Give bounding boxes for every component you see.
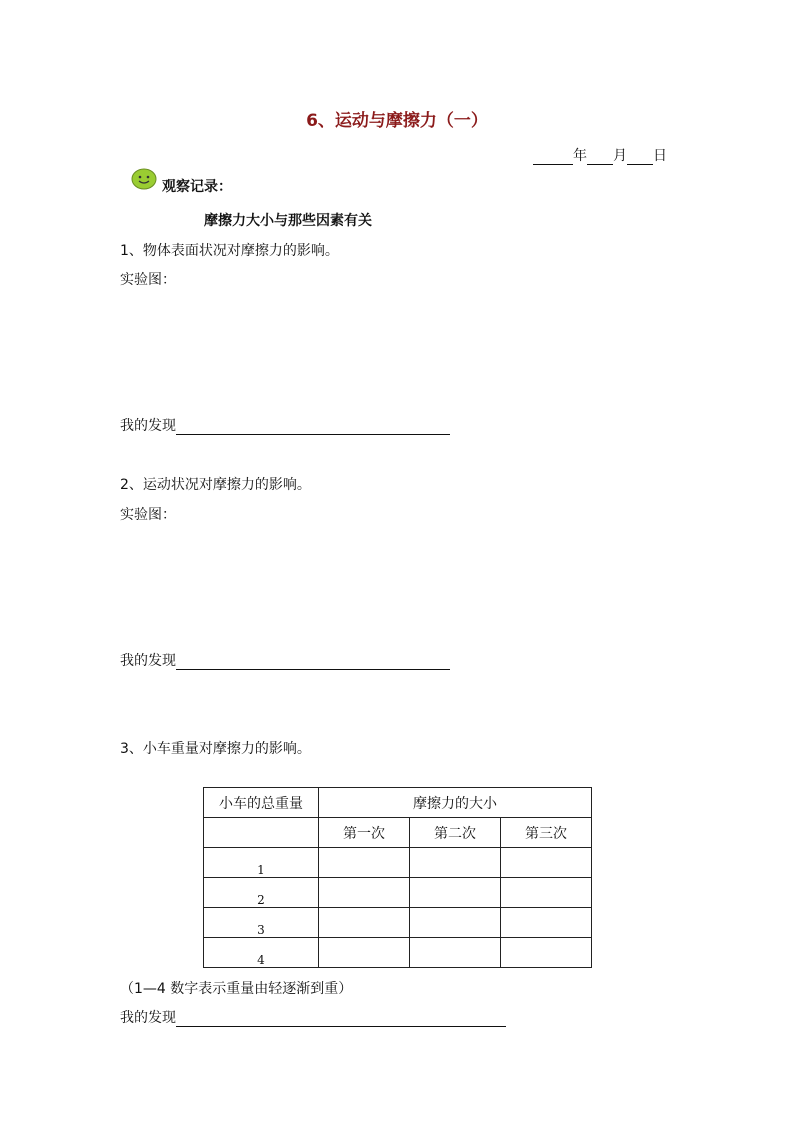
friction-cell[interactable] [410, 908, 501, 938]
year-blank[interactable] [533, 148, 573, 165]
month-label: 月 [613, 148, 627, 164]
page-title: 6、运动与摩擦力（一） [306, 111, 488, 131]
day-label: 日 [653, 148, 667, 164]
section2-finding-label: 我的发现 [120, 653, 176, 669]
col-friction-header: 摩擦力的大小 [319, 788, 592, 818]
section3-finding-label: 我的发现 [120, 1010, 176, 1026]
day-blank[interactable] [627, 148, 653, 165]
friction-cell[interactable] [410, 848, 501, 878]
section2-heading: 2、运动状况对摩擦力的影响。 [120, 477, 311, 493]
observation-label: 观察记录： [162, 179, 232, 195]
section1-heading: 1、物体表面状况对摩擦力的影响。 [120, 243, 339, 259]
weight-cell: 3 [204, 908, 319, 938]
friction-cell[interactable] [319, 848, 410, 878]
section-subtitle: 摩擦力大小与那些因素有关 [204, 213, 372, 229]
friction-cell[interactable] [410, 938, 501, 968]
section3-finding [120, 1007, 506, 1027]
year-label: 年 [573, 148, 587, 164]
section3-note: （1—4 数字表示重量由轻逐渐到重） [120, 981, 353, 997]
section1-diagram-label: 实验图： [120, 272, 176, 288]
table-row [204, 908, 592, 938]
weight-cell: 1 [204, 848, 319, 878]
weight-cell: 4 [204, 938, 319, 968]
friction-cell[interactable] [501, 908, 592, 938]
friction-cell[interactable] [319, 908, 410, 938]
month-blank[interactable] [587, 148, 613, 165]
friction-cell[interactable] [410, 878, 501, 908]
weight-friction-table [203, 787, 592, 968]
table-row [204, 938, 592, 968]
smiley-icon [131, 168, 157, 190]
trial-header: 第三次 [501, 818, 592, 848]
section1-finding-label: 我的发现 [120, 418, 176, 434]
section2-diagram-label: 实验图： [120, 507, 176, 523]
section1-finding-blank[interactable] [176, 418, 450, 435]
friction-cell[interactable] [501, 938, 592, 968]
weight-cell: 2 [204, 878, 319, 908]
friction-cell[interactable] [501, 848, 592, 878]
empty-cell [204, 818, 319, 848]
friction-cell[interactable] [319, 938, 410, 968]
table-row [204, 878, 592, 908]
trial-header: 第一次 [319, 818, 410, 848]
section2-finding-blank[interactable] [176, 653, 450, 670]
section2-finding [120, 650, 450, 670]
table-row [204, 848, 592, 878]
section1-finding [120, 415, 450, 435]
section3-finding-blank[interactable] [176, 1010, 506, 1027]
friction-cell[interactable] [501, 878, 592, 908]
date-line [533, 145, 667, 165]
trial-header: 第二次 [410, 818, 501, 848]
col-weight-header: 小车的总重量 [204, 788, 319, 818]
friction-cell[interactable] [319, 878, 410, 908]
section3-heading: 3、小车重量对摩擦力的影响。 [120, 741, 311, 757]
